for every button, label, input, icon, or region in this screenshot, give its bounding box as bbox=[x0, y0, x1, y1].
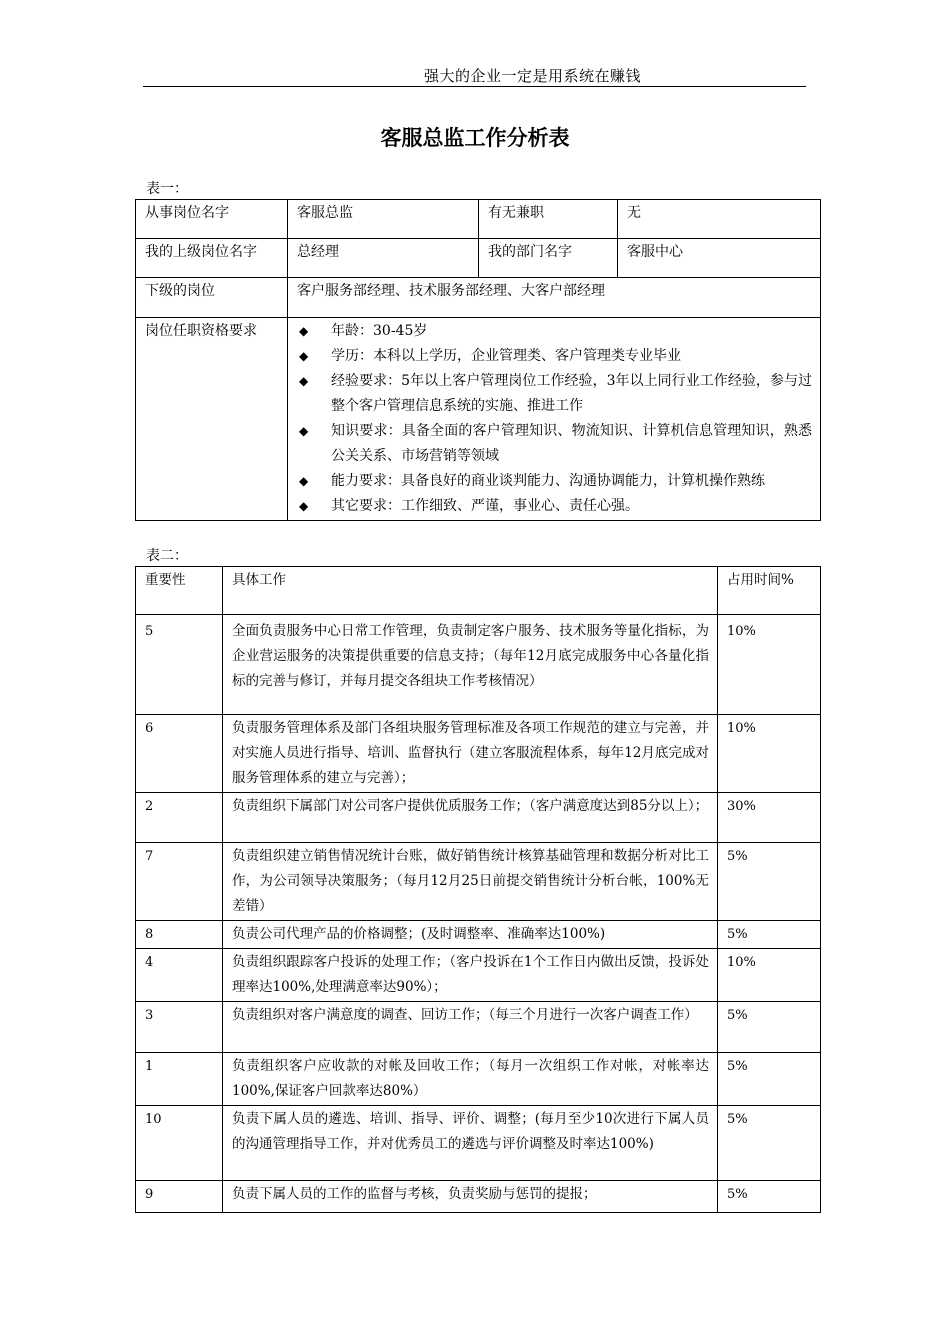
work-cell: 负责组织对客户满意度的调查、回访工作；（每三个月进行一次客户调查工作） bbox=[223, 1002, 718, 1053]
table1-label: 表一： bbox=[146, 181, 188, 197]
table-row bbox=[136, 1181, 821, 1213]
table-row bbox=[136, 318, 821, 521]
table-row bbox=[136, 1053, 821, 1106]
work-cell: 全面负责服务中心日常工作管理，负责制定客户服务、技术服务等量化指标，为企业营运服务的决策提供重要的信息支持；（每年12月底完成服务中心各量化指标的完善与修订，并每月提交各组块工作考核情况） bbox=[223, 615, 718, 715]
time-cell: 30% bbox=[718, 793, 821, 843]
importance-cell: 2 bbox=[136, 793, 223, 843]
work-cell: 负责组织建立销售情况统计台账，做好销售统计核算基础管理和数据分析对比工作，为公司领导决策服务；（每月12月25日前提交销售统计分析台帐，100%无差错） bbox=[223, 843, 718, 921]
table-row bbox=[136, 200, 821, 239]
list-item: ◆ 学历：本科以上学历，企业管理类、客户管理类专业毕业 bbox=[297, 344, 812, 369]
time-cell: 10% bbox=[718, 949, 821, 1002]
table-row bbox=[136, 843, 821, 921]
time-cell: 5% bbox=[718, 843, 821, 921]
superior-position-label: 我的上级岗位名字 bbox=[136, 239, 288, 278]
table-header-row bbox=[136, 567, 821, 615]
importance-cell: 9 bbox=[136, 1181, 223, 1213]
diamond-bullet-icon: ◆ bbox=[299, 474, 309, 488]
time-cell: 5% bbox=[718, 1106, 821, 1181]
superior-position-value: 总经理 bbox=[288, 239, 479, 278]
part-time-value: 无 bbox=[618, 200, 821, 239]
list-item: ◆ 年龄：30-45岁 bbox=[297, 319, 812, 344]
importance-cell: 10 bbox=[136, 1106, 223, 1181]
importance-cell: 3 bbox=[136, 1002, 223, 1053]
importance-cell: 1 bbox=[136, 1053, 223, 1106]
diamond-bullet-icon: ◆ bbox=[299, 424, 309, 438]
table-row bbox=[136, 793, 821, 843]
table-row bbox=[136, 1002, 821, 1053]
table-row bbox=[136, 715, 821, 793]
position-info-table bbox=[135, 199, 821, 521]
importance-cell: 6 bbox=[136, 715, 223, 793]
header-divider bbox=[143, 86, 806, 87]
work-cell: 负责组织下属部门对公司客户提供优质服务工作；（客户满意度达到85分以上）； bbox=[223, 793, 718, 843]
table-row bbox=[136, 278, 821, 318]
work-cell: 负责服务管理体系及部门各组块服务管理标准及各项工作规范的建立与完善，并对实施人员进行指导、培训、监督执行（建立客服流程体系，每年12月底完成对服务管理体系的建立与完善）； bbox=[223, 715, 718, 793]
qualification-requirements-label: 岗位任职资格要求 bbox=[136, 318, 288, 521]
list-item: ◆ 经验要求：5年以上客户管理岗位工作经验，3年以上同行业工作经验，参与过整个客户管理信息系统的实施、推进工作 bbox=[297, 369, 812, 419]
position-name-label: 从事岗位名字 bbox=[136, 200, 288, 239]
qualification-requirements-cell bbox=[288, 318, 821, 521]
list-item: ◆ 知识要求：具备全面的客户管理知识、物流知识、计算机信息管理知识，熟悉公关关系、市场营销等领域 bbox=[297, 419, 812, 469]
table-row bbox=[136, 615, 821, 715]
table-row bbox=[136, 1106, 821, 1181]
department-label: 我的部门名字 bbox=[479, 239, 618, 278]
work-cell: 负责组织跟踪客户投诉的处理工作；（客户投诉在1个工作日内做出反馈，投诉处理率达100%,处理满意率达90%）； bbox=[223, 949, 718, 1002]
table-row bbox=[136, 239, 821, 278]
importance-cell: 5 bbox=[136, 615, 223, 715]
time-cell: 5% bbox=[718, 1002, 821, 1053]
diamond-bullet-icon: ◆ bbox=[299, 324, 309, 338]
time-cell: 10% bbox=[718, 715, 821, 793]
time-cell: 10% bbox=[718, 615, 821, 715]
document-title: 客服总监工作分析表 bbox=[380, 126, 570, 150]
department-value: 客服中心 bbox=[618, 239, 821, 278]
importance-cell: 8 bbox=[136, 921, 223, 949]
table2-label: 表二： bbox=[146, 548, 188, 564]
table-row bbox=[136, 921, 821, 949]
time-cell: 5% bbox=[718, 921, 821, 949]
part-time-label: 有无兼职 bbox=[479, 200, 618, 239]
work-cell: 负责公司代理产品的价格调整；(及时调整率、准确率达100%) bbox=[223, 921, 718, 949]
work-cell: 负责组织客户应收款的对帐及回收工作；（每月一次组织工作对帐，对帐率达100%,保证客户回款率达80%） bbox=[223, 1053, 718, 1106]
table-row bbox=[136, 949, 821, 1002]
list-item: ◆ 能力要求：具备良好的商业谈判能力、沟通协调能力，计算机操作熟练 bbox=[297, 469, 812, 494]
position-name-value: 客服总监 bbox=[288, 200, 479, 239]
time-cell: 5% bbox=[718, 1181, 821, 1213]
diamond-bullet-icon: ◆ bbox=[299, 349, 309, 363]
time-header: 占用时间% bbox=[718, 567, 821, 615]
header-slogan: 强大的企业一定是用系统在赚钱 bbox=[424, 67, 642, 85]
list-item: ◆ 其它要求：工作细致、严谨，事业心、责任心强。 bbox=[297, 494, 812, 519]
importance-header: 重要性 bbox=[136, 567, 223, 615]
importance-cell: 4 bbox=[136, 949, 223, 1002]
diamond-bullet-icon: ◆ bbox=[299, 374, 309, 388]
work-cell: 负责下属人员的遴选、培训、指导、评价、调整；(每月至少10次进行下属人员的沟通管理指导工作，并对优秀员工的遴选与评价调整及时率达100%) bbox=[223, 1106, 718, 1181]
job-duties-table bbox=[135, 566, 821, 1213]
diamond-bullet-icon: ◆ bbox=[299, 499, 309, 513]
work-cell: 负责下属人员的工作的监督与考核，负责奖励与惩罚的提报； bbox=[223, 1181, 718, 1213]
subordinate-positions-label: 下级的岗位 bbox=[136, 278, 288, 318]
subordinate-positions-value: 客户服务部经理、技术服务部经理、大客户部经理 bbox=[288, 278, 821, 318]
work-header: 具体工作 bbox=[223, 567, 718, 615]
time-cell: 5% bbox=[718, 1053, 821, 1106]
requirements-list bbox=[297, 319, 812, 519]
importance-cell: 7 bbox=[136, 843, 223, 921]
